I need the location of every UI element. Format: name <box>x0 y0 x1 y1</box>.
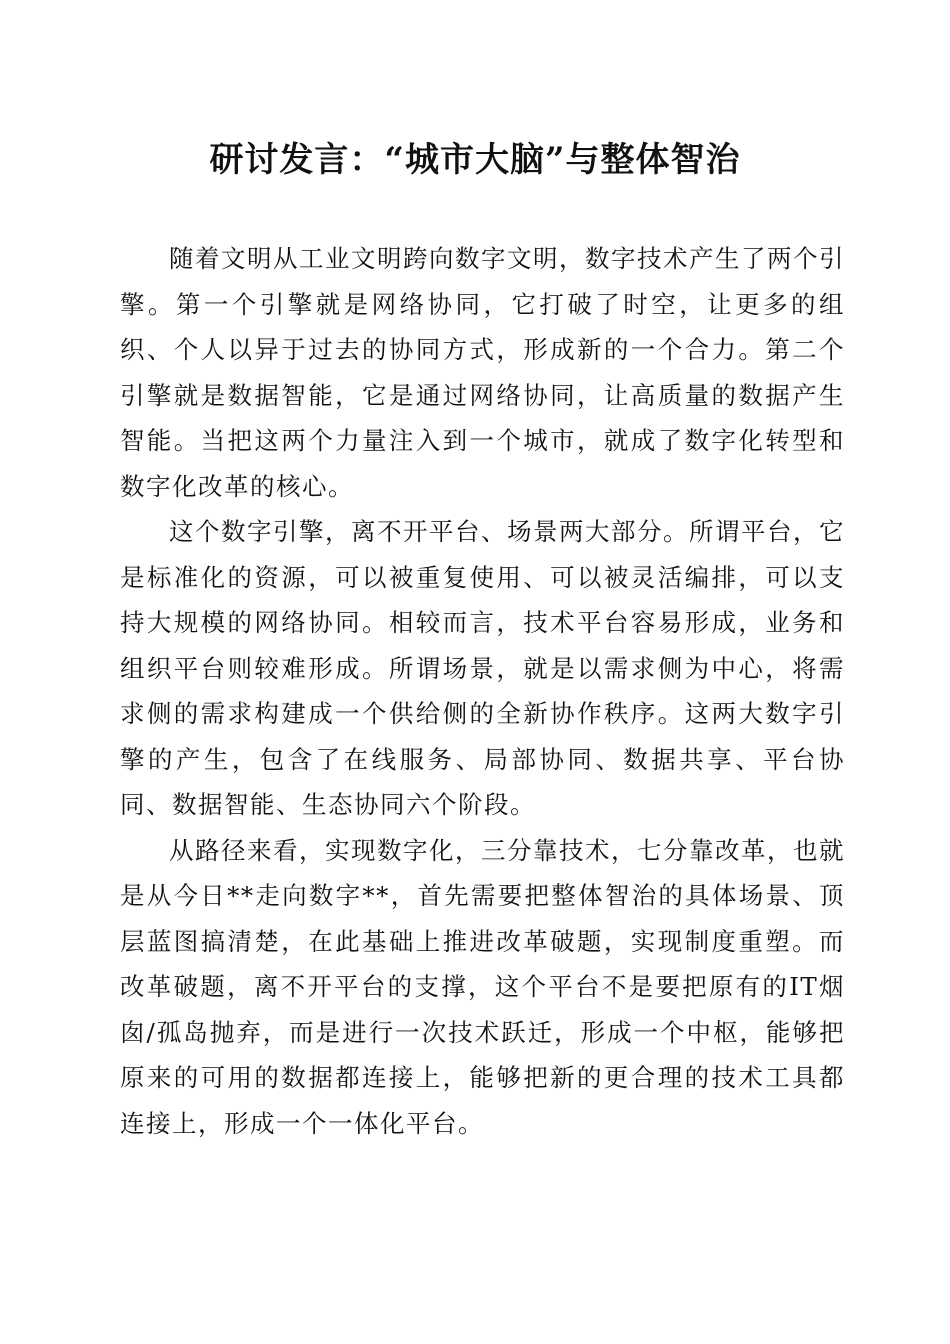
paragraph-3: 从路径来看，实现数字化，三分靠技术，七分靠改革，也就是从今日**走向数字**，首先需要把整体智治的具体场景、顶层蓝图搞清楚，在此基础上推进改革破题，实现制度重塑。而改革破题，离不开平台的支撑，这个平台不是要把原有的IT烟囱/孤岛抛弃，而是进行一次技术跃迁，形成一个中枢，能够把原来的可用的数据都连接上，能够把新的更合理的技术工具都连接上，形成一个一体化平台。 <box>120 835 845 1138</box>
page-title: 研讨发言：“城市大脑”与整体智治 <box>209 140 741 180</box>
paragraph-2: 这个数字引擎，离不开平台、场景两大部分。所谓平台，它是标准化的资源，可以被重复使用、可以被灵活编排，可以支持大规模的网络协同。相较而言，技术平台容易形成，业务和组织平台则较难形成。所谓场景，就是以需求侧为中心，将需求侧的需求构建成一个供给侧的全新协作秩序。这两大数字引擎的产生，包含了在线服务、局部协同、数据共享、平台协同、数据智能、生态协同六个阶段。 <box>120 517 845 819</box>
paragraph-1: 随着文明从工业文明跨向数字文明，数字技术产生了两个引擎。第一个引擎就是网络协同，它打破了时空，让更多的组织、个人以异于过去的协同方式，形成新的一个合力。第二个引擎就是数据智能，它是通过网络协同，让高质量的数据产生智能。当把这两个力量注入到一个城市，就成了数字化转型和数字化改革的核心。 <box>120 244 845 501</box>
document-body <box>120 236 845 1146</box>
